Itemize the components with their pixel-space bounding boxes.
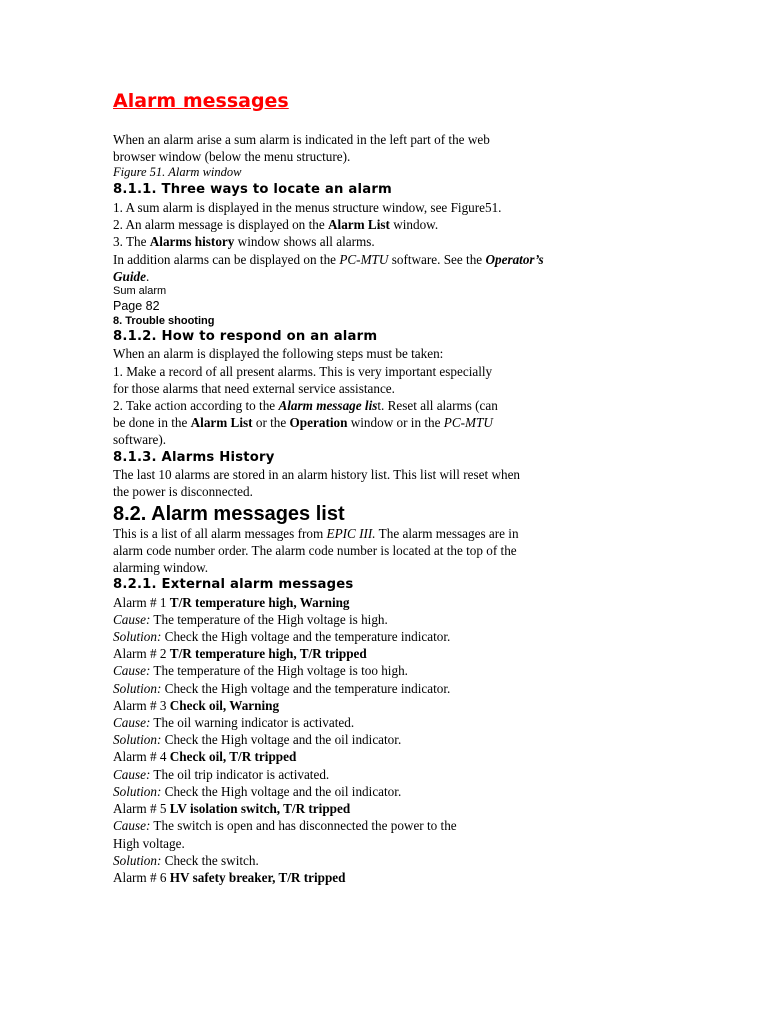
alarm-5-title: Alarm # 5 LV isolation switch, T/R tripped	[113, 801, 351, 817]
respond-line-3: for those alarms that need external service assistance.	[113, 380, 395, 396]
respond-line-2: 1. Make a record of all present alarms. This is very important especially	[113, 363, 493, 379]
alarm-5-solution: Solution: Check the switch.	[113, 852, 259, 868]
alarm-3-cause: Cause: The oil warning indicator is activated.	[113, 715, 355, 731]
history-line-2: the power is disconnected.	[113, 484, 253, 500]
heading-8-1-1: 8.1.1. Three ways to locate an alarm	[113, 182, 392, 198]
list-intro-line-1: This is a list of all alarm messages from EPIC III. The alarm messages are in	[113, 525, 519, 541]
locate-item-1: 1. A sum alarm is displayed in the menus structure window, see Figure51.	[113, 199, 502, 215]
respond-line-1: When an alarm is displayed the following steps must be taken:	[113, 346, 444, 362]
heading-8-2-1: 8.2.1. External alarm messages	[113, 577, 354, 593]
alarm-4-title: Alarm # 4 Check oil, T/R tripped	[113, 749, 297, 765]
figure-caption: Figure 51. Alarm window	[113, 165, 242, 180]
heading-8-2: 8.2. Alarm messages list	[113, 502, 345, 525]
respond-line-6: software).	[113, 432, 167, 448]
page-number: Page 82	[113, 298, 160, 313]
heading-8-1-2: 8.1.2. How to respond on an alarm	[113, 328, 378, 344]
alarm-2-solution: Solution: Check the High voltage and the temperature indicator.	[113, 680, 451, 696]
alarm-5-cause: Cause: The switch is open and has disconnected the power to the	[113, 818, 457, 834]
section-trouble-shooting: 8. Trouble shooting	[113, 314, 215, 327]
addition-line-2: Guide.	[113, 268, 150, 284]
alarm-1-title: Alarm # 1 T/R temperature high, Warning	[113, 594, 350, 610]
alarm-1-solution: Solution: Check the High voltage and the temperature indicator.	[113, 629, 451, 645]
alarm-2-title: Alarm # 2 T/R temperature high, T/R tripped	[113, 646, 367, 662]
sum-alarm-label: Sum alarm	[113, 284, 167, 297]
list-intro-line-2: alarm code number order. The alarm code number is located at the top of the	[113, 542, 517, 558]
alarm-4-solution: Solution: Check the High voltage and the oil indicator.	[113, 783, 402, 799]
alarm-1-cause: Cause: The temperature of the High voltage is high.	[113, 611, 388, 627]
page-title: Alarm messages	[113, 90, 289, 112]
alarm-4-cause: Cause: The oil trip indicator is activated.	[113, 766, 330, 782]
alarm-3-title: Alarm # 3 Check oil, Warning	[113, 697, 280, 713]
intro-line-1: When an alarm arise a sum alarm is indicated in the left part of the web	[113, 132, 490, 147]
history-line-1: The last 10 alarms are stored in an alarm history list. This list will reset when	[113, 467, 521, 483]
list-intro-line-3: alarming window.	[113, 559, 209, 575]
heading-8-1-3: 8.1.3. Alarms History	[113, 449, 275, 465]
intro-line-2: browser window (below the menu structure).	[113, 149, 351, 165]
alarm-6-title: Alarm # 6 HV safety breaker, T/R tripped	[113, 869, 346, 885]
alarm-5-cause-cont: High voltage.	[113, 835, 185, 851]
respond-line-4: 2. Take action according to the Alarm message list. Reset all alarms (can	[113, 398, 498, 414]
locate-item-3: 3. The Alarms history window shows all alarms.	[113, 234, 375, 250]
document-page	[113, 88, 593, 886]
alarm-2-cause: Cause: The temperature of the High voltage is too high.	[113, 663, 408, 679]
respond-line-5: be done in the Alarm List or the Operation window or in the PC-MTU	[113, 415, 493, 431]
locate-item-2: 2. An alarm message is displayed on the Alarm List window.	[113, 217, 439, 233]
addition-line-1: In addition alarms can be displayed on the PC-MTU software. See the Operator’s	[113, 251, 544, 267]
alarm-3-solution: Solution: Check the High voltage and the oil indicator.	[113, 732, 402, 748]
